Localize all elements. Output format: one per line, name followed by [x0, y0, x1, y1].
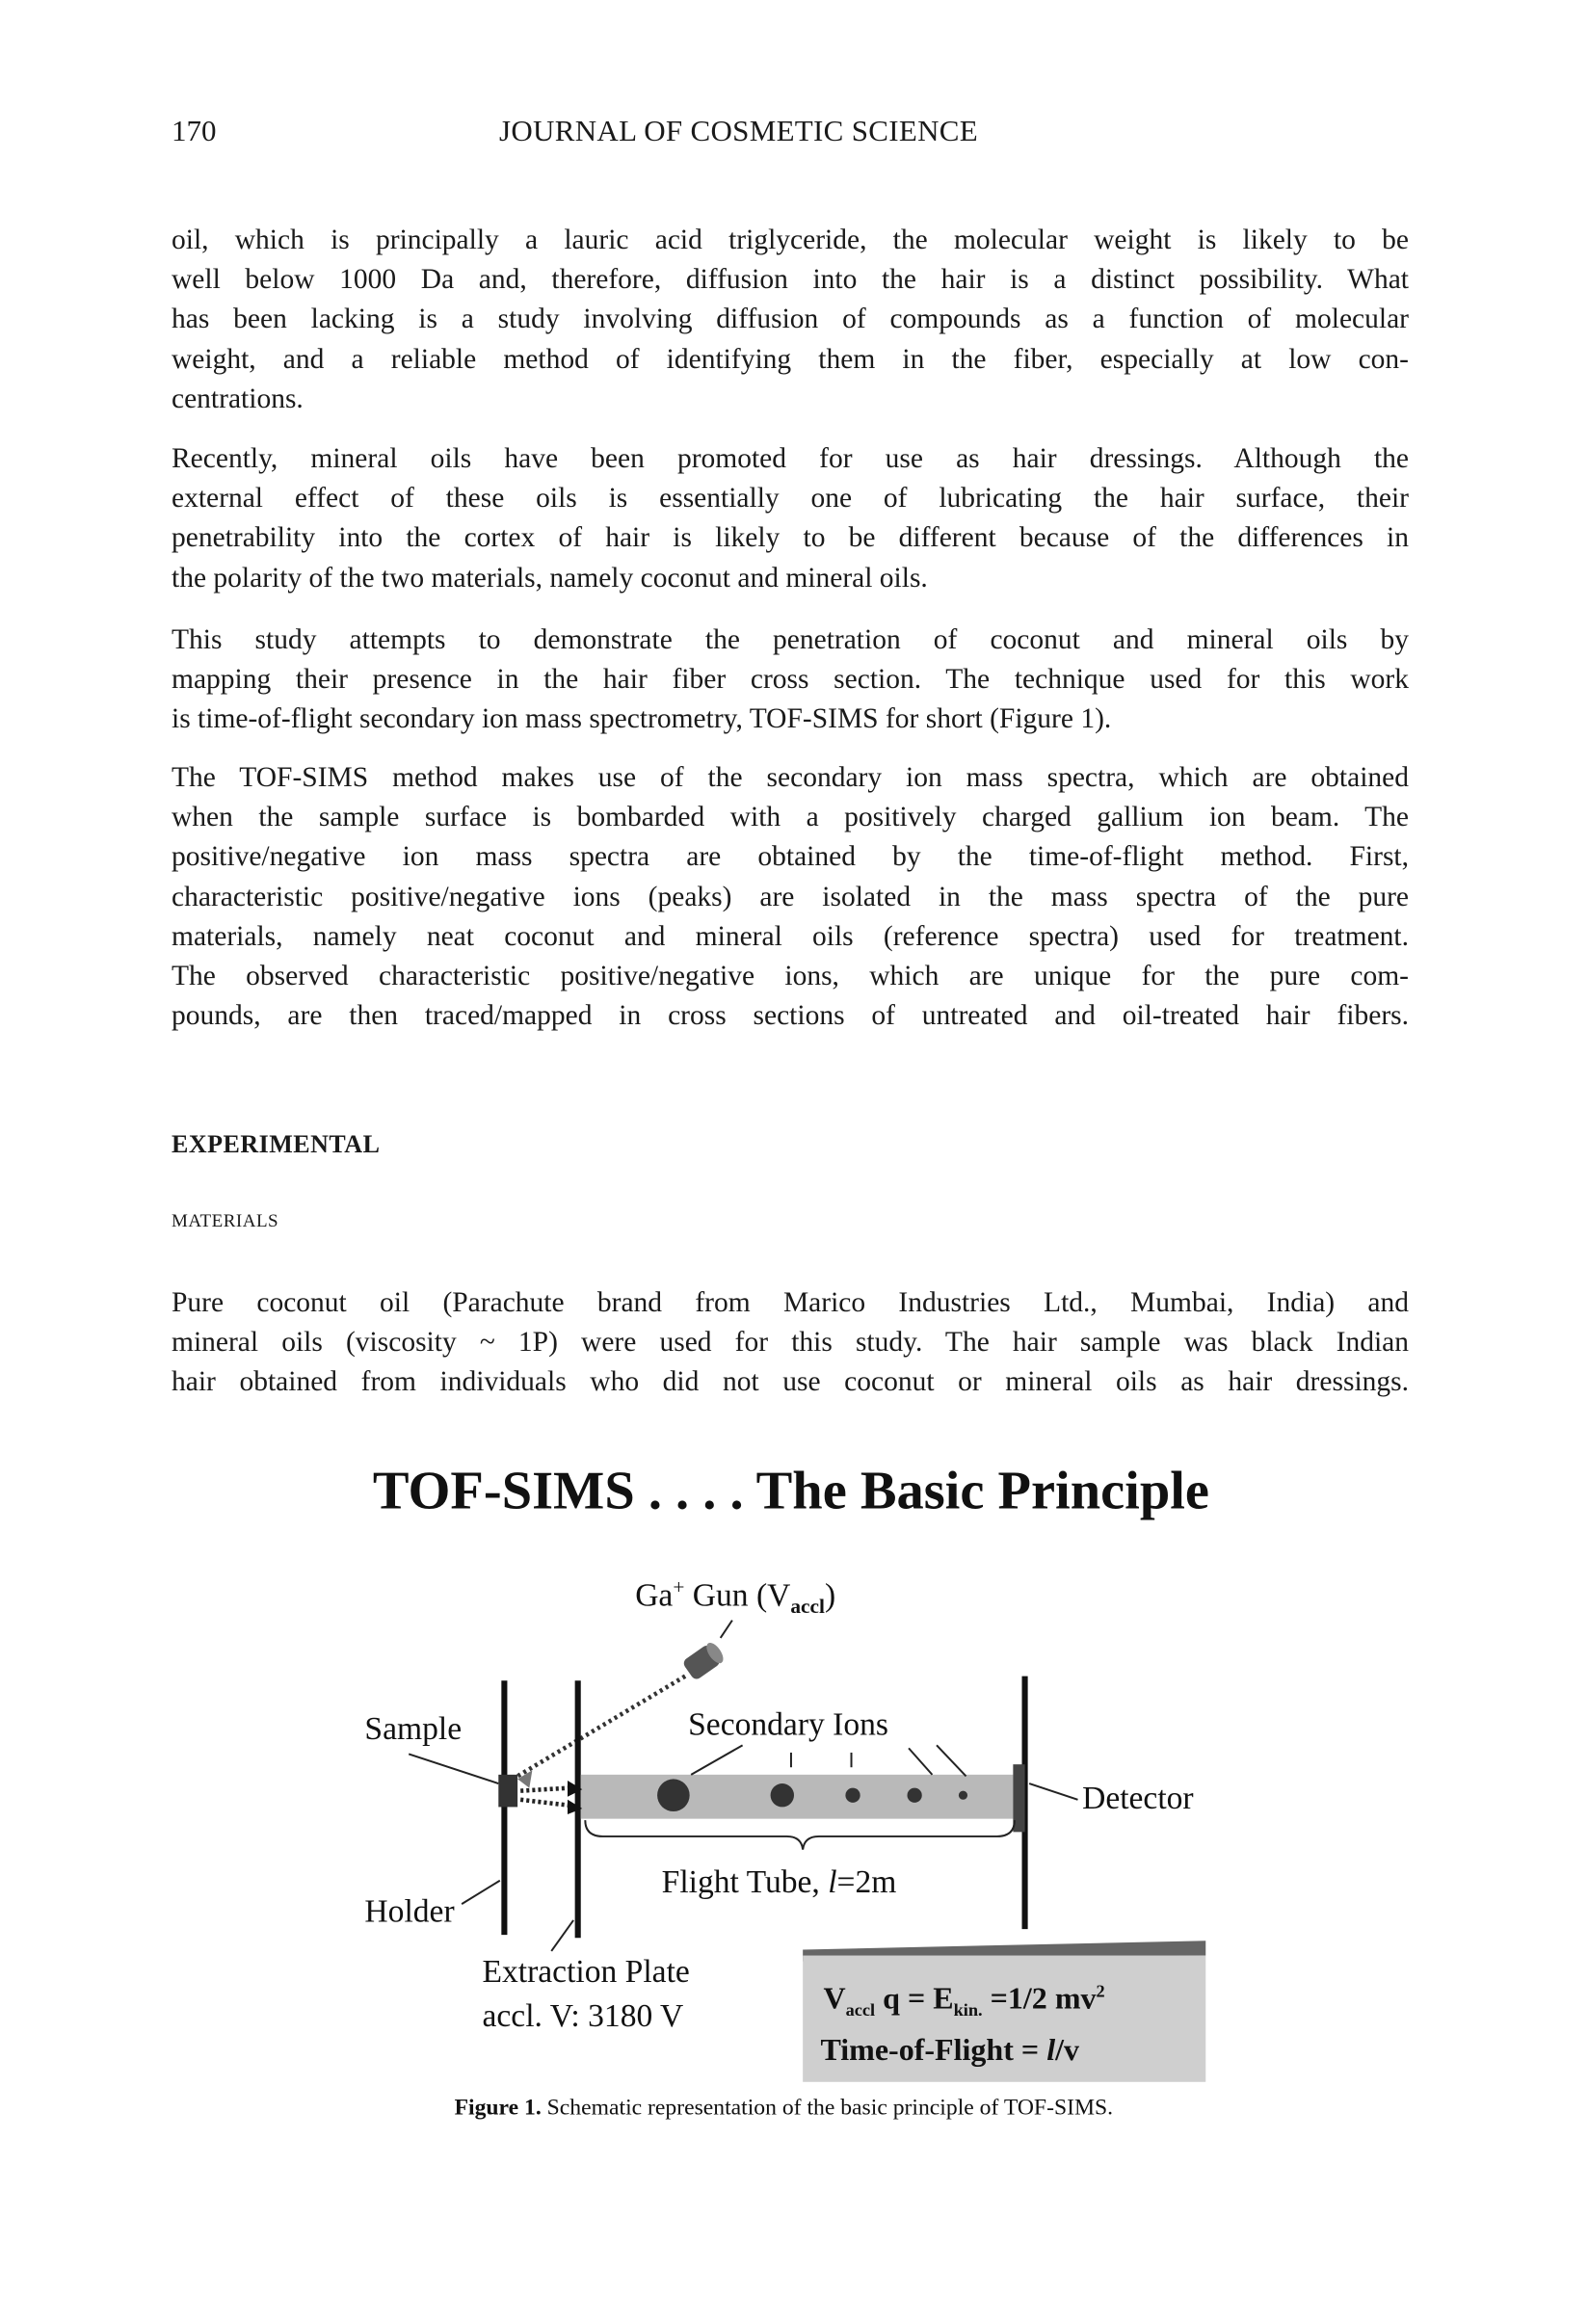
text-line: Recently, mineral oils have been promoted for use as hair dressings. Although the [172, 443, 1409, 474]
ion-beam-dotted-line [517, 1677, 685, 1777]
sample-label: Sample [364, 1711, 463, 1748]
formula-box [803, 1941, 1205, 2081]
figure-title: TOF-SIMS . . . . The Basic Principle [372, 1461, 1209, 1521]
detector-label: Detector [1082, 1780, 1194, 1816]
text-line: external effect of these oils is essentially one of lubricating the hair surface, their [172, 483, 1409, 515]
text-line: positive/negative ion mass spectra are obtained by the time-of-flight method. First, [172, 841, 1409, 873]
ion-small [845, 1788, 860, 1803]
text-line: hair obtained from individuals who did not use coconut or mineral oils as hair dressings. [172, 1366, 1409, 1398]
accl-voltage-label: accl. V: 3180 V [482, 1997, 684, 2034]
text-line: well below 1000 Da and, therefore, diffusion into the hair is a distinct possibility. What [172, 264, 1409, 296]
text-line: has been lacking is a study involving diffusion of compounds as a function of molecular [172, 304, 1409, 335]
text-line: centrations. [172, 383, 304, 414]
text-line: Pure coconut oil (Parachute brand from Marico Industries Ltd., Mumbai, India) and [172, 1287, 1409, 1318]
equation-energy: $V_{accl}$ $q = E_{kin.} =1/2$ $mv^2$ [823, 1980, 1105, 2020]
text-line: materials, namely neat coconut and mineral oils (reference spectra) used for treatment. [172, 920, 1409, 952]
secondary-ions-label: Secondary Ions [688, 1706, 888, 1743]
holder-label: Holder [364, 1893, 455, 1930]
page-number: 170 [172, 114, 217, 147]
ion-leader-lines [691, 1745, 966, 1776]
ion-large [657, 1779, 690, 1811]
ion-medium [771, 1783, 794, 1807]
figure-caption: Figure 1. Schematic representation of the basic principle of TOF-SIMS. [454, 2095, 1114, 2121]
gun-leader-line [721, 1621, 732, 1638]
text-line: mapping their presence in the hair fiber cross section. The technique used for this work [172, 664, 1409, 696]
text-line: pounds, are then traced/mapped in cross sections of untreated and oil-treated hair fibers. [172, 1000, 1409, 1032]
flight-tube [581, 1775, 1014, 1819]
text-line: characteristic positive/negative ions (peaks) are isolated in the mass spectra of the pure [172, 881, 1409, 912]
sample-block [498, 1775, 517, 1808]
text-line: oil, which is principally a lauric acid triglyceride, the molecular weight is likely to be [172, 224, 1409, 255]
ga-gun-icon [681, 1640, 727, 1681]
text-line: when the sample surface is bombarded with a positively charged gallium ion beam. The [172, 802, 1409, 833]
extraction-arrows [520, 1788, 570, 1806]
running-head: JOURNAL OF COSMETIC SCIENCE [499, 114, 978, 147]
flight-tube-label: Flight Tube, l=2m [661, 1863, 897, 1900]
gun-label: Ga+ Gun $(V_{accl})$ [635, 1575, 836, 1619]
ion-tiny [959, 1791, 967, 1800]
ion-small [907, 1788, 921, 1803]
text-line: This study attempts to demonstrate the penetration of coconut and mineral oils by [172, 624, 1409, 655]
extraction-plate-label: Extraction Plate [482, 1954, 690, 1991]
subsection-heading-materials: MATERIALS [172, 1211, 279, 1231]
text-line: the polarity of the two materials, namely coconut and mineral oils. [172, 562, 928, 594]
text-line: The TOF-SIMS method makes use of the secondary ion mass spectra, which are obtained [172, 762, 1409, 793]
text-line: is time-of-flight secondary ion mass spectrometry, TOF-SIMS for short (Figure 1). [172, 703, 1112, 735]
section-heading-experimental: EXPERIMENTAL [172, 1130, 381, 1158]
text-line: penetrability into the cortex of hair is likely to be different because of the differences in [172, 522, 1409, 554]
flight-tube-brace [585, 1820, 1015, 1850]
equation-time-of-flight: Time-of-Flight = l/v [820, 2031, 1080, 2067]
text-line: mineral oils (viscosity ~ 1P) were used for this study. The hair sample was black Indian [172, 1327, 1409, 1359]
text-line: The observed characteristic positive/negative ions, which are unique for the pure com- [172, 960, 1409, 991]
text-line: weight, and a reliable method of identifying them in the fiber, especially at low con- [172, 343, 1409, 375]
